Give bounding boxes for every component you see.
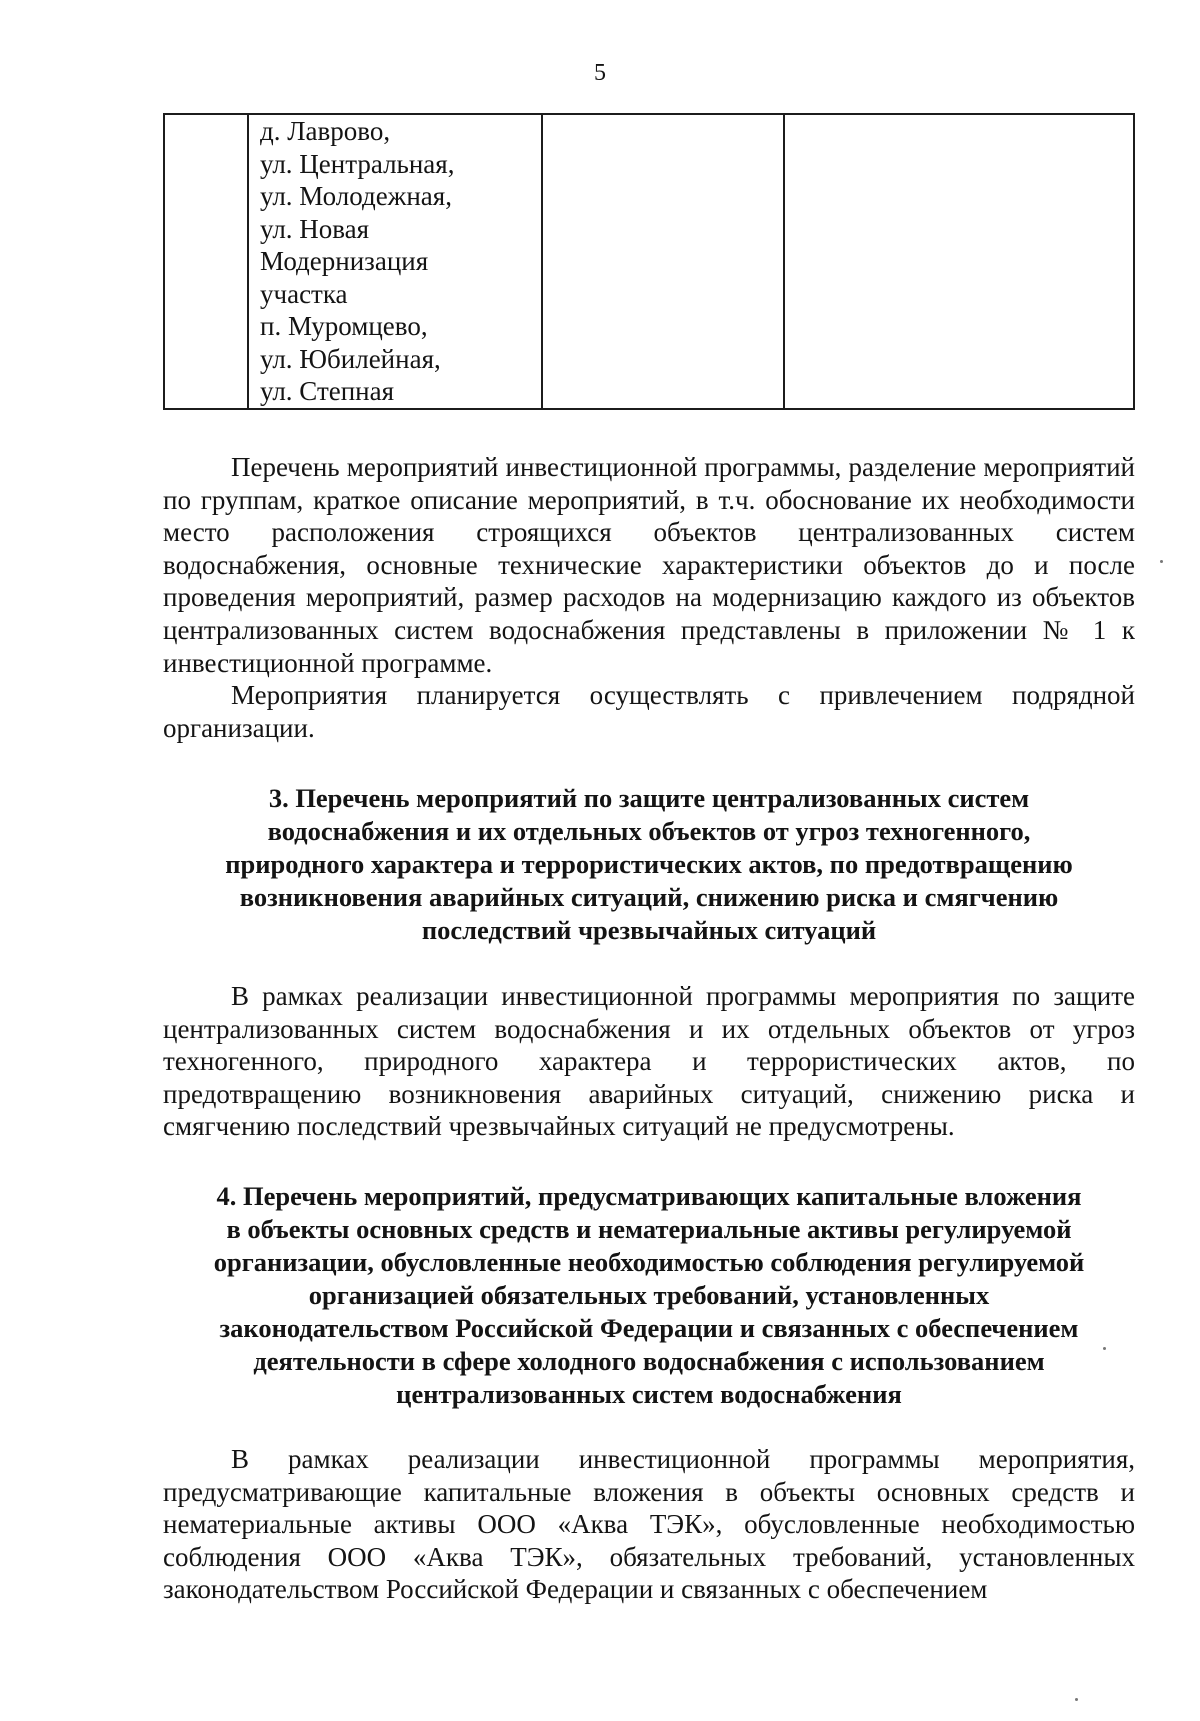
heading-line: централизованных систем водоснабжения xyxy=(396,1379,902,1409)
paragraph-contractor: Мероприятия планируется осуществлять с привлечением подрядной организации. xyxy=(163,680,1135,743)
heading-line: деятельности в сфере холодного водоснабжения с использованием xyxy=(253,1346,1045,1376)
heading-line: природного характера и террористических актов, по предотвращению xyxy=(225,849,1073,879)
heading-line: законодательством Российской Федерации и связанных с обеспечением xyxy=(219,1313,1079,1343)
page-number: 5 xyxy=(594,60,606,86)
scan-speck xyxy=(1075,1698,1078,1701)
address-line: ул. Юбилейная, xyxy=(260,343,441,374)
intro-block xyxy=(163,451,1135,744)
section-4-heading xyxy=(163,1180,1135,1411)
address-table xyxy=(163,113,1135,410)
address-line: п. Муромцево, xyxy=(260,311,428,341)
scan-speck xyxy=(1160,560,1163,563)
address-line: Модернизация xyxy=(260,246,429,276)
paragraph-capital-investments: В рамках реализации инвестиционной программы мероприятия, предусматривающие капитальные вложения в объекты основных средств и нематериальные активы ООО «Аква ТЭК», обусловленные необходимостью соблюдения ООО «Аква ТЭК», обязательных требований, установленных законодательством Российской Федерации и связанных с обеспечением xyxy=(163,1444,1135,1605)
section-3-heading xyxy=(163,782,1135,947)
heading-line: в объекты основных средств и нематериальные активы регулируемой xyxy=(226,1214,1072,1244)
heading-line: возникновения аварийных ситуаций, снижению риска и смягчению xyxy=(239,882,1059,912)
paragraph-measures-list: Перечень мероприятий инвестиционной программы, разделение мероприятий по группам, краткое описание мероприятий, в т.ч. обоснование их необходимости место расположения строящихся объектов централизованных систем водоснабжения, основные технические характеристики объектов до и после проведения мероприятий, размер расходов на модернизацию каждого из объектов централизованных систем водоснабжения представлены в приложении № 1 к инвестиционной программе. xyxy=(163,452,1135,678)
heading-line: водоснабжения и их отдельных объектов от угроз техногенного, xyxy=(267,816,1031,846)
heading-line: 3. Перечень мероприятий по защите централизованных систем xyxy=(268,783,1030,813)
table-row xyxy=(164,114,1134,409)
address-line: ул. Новая xyxy=(260,213,370,244)
address-line: ул. Центральная, xyxy=(260,148,455,179)
table-cell-empty xyxy=(542,114,784,409)
table-cell-addresses xyxy=(248,114,542,409)
table-cell-empty xyxy=(164,114,248,409)
section-3-body xyxy=(163,980,1135,1143)
scan-speck xyxy=(1103,1347,1106,1350)
heading-line: организацией обязательных требований, установленных xyxy=(308,1280,990,1310)
heading-line: организации, обусловленные необходимостью соблюдения регулируемой xyxy=(213,1247,1085,1277)
address-line: ул. Степная xyxy=(260,376,395,406)
paragraph-protection-measures: В рамках реализации инвестиционной программы мероприятия по защите централизованных систем водоснабжения и их отдельных объектов от угроз техногенного, природного характера и террористических актов, по предотвращению возникновения аварийных ситуаций, снижению риска и смягчению последствий чрезвычайных ситуаций не предусмотрены. xyxy=(163,981,1135,1142)
address-line: участка xyxy=(260,278,348,309)
address-line: ул. Молодежная, xyxy=(260,181,452,211)
table-cell-empty xyxy=(784,114,1134,409)
address-line: д. Лаврово, xyxy=(260,116,391,146)
heading-line: 4. Перечень мероприятий, предусматривающих капитальные вложения xyxy=(216,1181,1082,1211)
heading-line: последствий чрезвычайных ситуаций xyxy=(421,915,877,945)
section-4-body xyxy=(163,1443,1135,1606)
